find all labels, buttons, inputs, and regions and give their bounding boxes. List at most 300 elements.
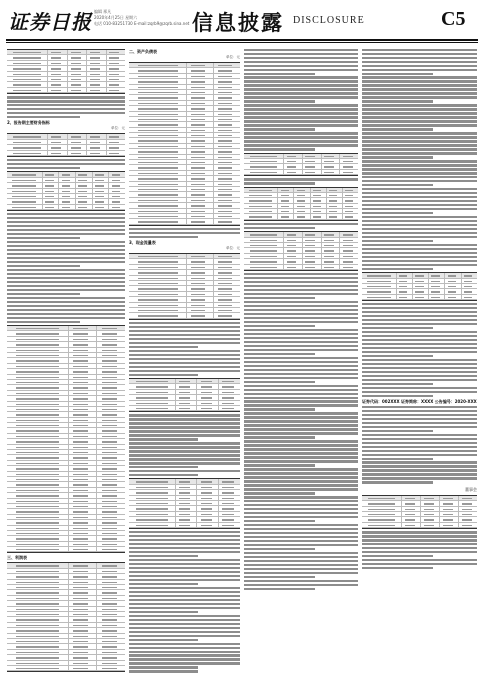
table-cell — [244, 265, 284, 269]
table-cell — [7, 493, 69, 497]
table-cell — [402, 523, 421, 527]
table-cell — [43, 178, 60, 182]
table-cell — [440, 507, 459, 511]
table-cell — [187, 286, 214, 290]
table-cell — [214, 106, 240, 110]
table-cell — [176, 401, 198, 405]
table-cell — [7, 428, 69, 432]
text-line — [362, 65, 477, 67]
text-paragraph — [129, 322, 240, 376]
table-cell — [294, 198, 310, 202]
table-cell — [278, 214, 294, 218]
column-4 — [362, 47, 477, 695]
table-cell — [294, 209, 310, 213]
table-cell — [284, 159, 303, 163]
text-line — [244, 76, 358, 78]
table-cell — [7, 364, 69, 368]
table-cell — [68, 66, 87, 70]
text-line — [129, 338, 240, 340]
table-cell — [68, 88, 87, 92]
table-cell — [362, 507, 402, 511]
table-cell — [214, 138, 240, 142]
text-line — [244, 277, 358, 279]
table-cell — [187, 128, 214, 132]
text-line — [7, 221, 125, 223]
table-cell — [7, 88, 48, 92]
data-table — [129, 62, 240, 226]
table-cell — [7, 418, 69, 422]
text-line — [362, 446, 477, 448]
table-cell — [7, 380, 69, 384]
table-cell — [48, 55, 67, 59]
table-cell — [340, 154, 358, 158]
text-line — [362, 61, 477, 63]
text-line — [362, 156, 433, 158]
text-line — [129, 322, 240, 324]
text-line — [362, 69, 477, 71]
text-line — [244, 416, 358, 418]
table-cell — [413, 279, 429, 283]
text-line — [362, 323, 477, 325]
table-cell — [327, 204, 343, 208]
table-cell — [294, 188, 310, 192]
text-paragraph — [362, 303, 477, 397]
text-line — [362, 555, 433, 557]
text-line — [244, 385, 358, 387]
table-cell — [87, 82, 106, 86]
text-line — [362, 124, 477, 126]
table-cell — [429, 279, 445, 283]
text-paragraph — [362, 49, 477, 271]
text-line — [244, 524, 358, 526]
text-line — [244, 508, 358, 510]
text-line — [362, 351, 477, 353]
table-cell — [327, 188, 343, 192]
table-cell — [7, 666, 69, 670]
table-cell — [214, 85, 240, 89]
table-cell — [462, 273, 477, 277]
table-cell — [76, 205, 93, 209]
table-cell — [7, 585, 69, 589]
text-line — [244, 400, 358, 402]
table-cell — [107, 151, 125, 155]
table-cell — [214, 79, 240, 83]
text-line — [362, 303, 477, 305]
table-cell — [7, 450, 69, 454]
table-cell — [311, 214, 327, 218]
table-cell — [97, 569, 125, 573]
table-cell — [97, 488, 125, 492]
table-cell — [48, 50, 67, 54]
text-line — [362, 76, 477, 78]
text-line — [129, 438, 198, 440]
text-line — [7, 108, 125, 110]
table-row — [7, 88, 125, 93]
table-cell — [429, 284, 445, 288]
table-cell — [322, 248, 341, 252]
text-line — [244, 432, 358, 434]
table-cell — [48, 134, 67, 138]
text-line — [244, 337, 358, 339]
text-line — [362, 196, 477, 198]
table-cell — [187, 171, 214, 175]
table-cell — [176, 379, 198, 383]
table-cell — [97, 407, 125, 411]
issue-meta — [94, 9, 189, 27]
table-cell — [129, 106, 187, 110]
table-cell — [219, 485, 240, 489]
table-cell — [413, 289, 429, 293]
table-cell — [284, 154, 303, 158]
text-line — [129, 426, 240, 428]
table-cell — [187, 160, 214, 164]
table-cell — [445, 279, 461, 283]
table-cell — [7, 348, 69, 352]
text-line — [362, 331, 477, 333]
data-table — [129, 478, 240, 529]
text-line — [362, 53, 477, 55]
text-line — [129, 666, 198, 668]
table-cell — [214, 209, 240, 213]
text-line — [129, 362, 240, 364]
table-cell — [87, 55, 106, 59]
text-line — [362, 547, 477, 549]
table-cell — [69, 326, 98, 330]
text-line — [129, 611, 198, 613]
text-line — [7, 96, 125, 98]
text-line — [129, 334, 240, 336]
table-cell — [129, 303, 187, 307]
table-cell — [244, 188, 278, 192]
table-cell — [109, 178, 125, 182]
table-cell — [7, 369, 69, 373]
section-heading: 三、利润表 — [7, 555, 27, 561]
text-paragraph — [7, 213, 125, 323]
table-cell — [129, 297, 187, 301]
table-cell — [93, 183, 110, 187]
table-cell — [129, 479, 176, 483]
table-cell — [459, 501, 477, 505]
table-cell — [129, 286, 187, 290]
table-cell — [7, 337, 69, 341]
table-cell — [214, 95, 240, 99]
table-cell — [87, 134, 106, 138]
text-line — [362, 343, 477, 345]
table-cell — [87, 77, 106, 81]
table-cell — [7, 199, 43, 203]
table-cell — [322, 238, 341, 242]
text-line — [129, 350, 240, 352]
table-cell — [219, 401, 240, 405]
table-cell — [214, 297, 240, 301]
text-line — [362, 152, 477, 154]
text-line — [362, 264, 477, 266]
text-line — [129, 366, 240, 368]
table-cell — [214, 265, 240, 269]
text-paragraph — [7, 96, 125, 118]
table-cell — [68, 72, 87, 76]
table-cell — [7, 439, 69, 443]
table-cell — [69, 504, 98, 508]
table-cell — [109, 189, 125, 193]
table-cell — [187, 90, 214, 94]
text-line — [244, 317, 358, 319]
text-line — [244, 61, 358, 63]
table-cell — [129, 90, 187, 94]
table-cell — [322, 254, 341, 258]
table-cell — [176, 390, 198, 394]
table-cell — [109, 172, 125, 176]
table-cell — [187, 79, 214, 83]
table-cell — [278, 193, 294, 197]
table-cell — [69, 580, 98, 584]
text-line — [244, 381, 315, 383]
table-cell — [7, 396, 69, 400]
text-line — [362, 426, 477, 428]
table-cell — [429, 295, 445, 299]
table-cell — [7, 542, 69, 546]
table-cell — [109, 183, 125, 187]
table-cell — [219, 490, 240, 494]
text-line — [244, 333, 358, 335]
table-cell — [214, 101, 240, 105]
table-cell — [421, 523, 440, 527]
table-cell — [187, 219, 214, 223]
text-paragraph — [244, 273, 358, 590]
table-cell — [187, 192, 214, 196]
table-cell — [219, 517, 240, 521]
text-line — [362, 438, 477, 440]
table-cell — [284, 265, 303, 269]
table-cell — [340, 238, 358, 242]
text-line — [362, 184, 433, 186]
table-cell — [129, 182, 187, 186]
table-cell — [187, 281, 214, 285]
text-line — [244, 112, 358, 114]
table-cell — [93, 205, 110, 209]
table-cell — [219, 390, 240, 394]
table-cell — [7, 655, 69, 659]
text-paragraph — [362, 406, 477, 484]
text-line — [129, 342, 240, 344]
table-cell — [7, 536, 69, 540]
table-cell — [48, 140, 67, 144]
newspaper-logo: 证券日报 — [8, 10, 92, 34]
table-cell — [129, 171, 187, 175]
table-row — [7, 205, 125, 210]
table-cell — [187, 68, 214, 72]
text-line — [7, 313, 125, 315]
table-cell — [187, 95, 214, 99]
table-cell — [219, 506, 240, 510]
table-cell — [97, 461, 125, 465]
table-cell — [129, 506, 176, 510]
table-cell — [219, 395, 240, 399]
table-cell — [97, 477, 125, 481]
table-cell — [343, 193, 358, 197]
text-line — [129, 559, 240, 561]
text-line — [362, 116, 477, 118]
table-cell — [76, 194, 93, 198]
table-cell — [129, 176, 187, 180]
table-cell — [69, 526, 98, 530]
text-line — [244, 440, 358, 442]
table-cell — [69, 531, 98, 535]
text-line — [129, 543, 240, 545]
text-line — [244, 325, 315, 327]
table-cell — [69, 601, 98, 605]
table-cell — [97, 423, 125, 427]
table-row — [244, 170, 358, 175]
text-line — [244, 536, 358, 538]
table-cell — [7, 183, 43, 187]
table-cell — [7, 477, 69, 481]
table-row — [129, 406, 240, 411]
table-cell — [340, 248, 358, 252]
text-line — [244, 104, 358, 106]
table-cell — [129, 292, 187, 296]
table-row — [244, 265, 358, 270]
table-cell — [219, 523, 240, 527]
text-line — [129, 547, 240, 549]
table-cell — [69, 423, 98, 427]
text-line — [129, 575, 240, 577]
text-line — [362, 252, 477, 254]
text-line — [362, 543, 477, 545]
data-table — [244, 187, 358, 221]
text-line — [129, 563, 240, 565]
table-cell — [187, 101, 214, 105]
text-line — [244, 84, 358, 86]
table-cell — [43, 205, 60, 209]
data-table — [362, 495, 477, 529]
table-cell — [214, 292, 240, 296]
table-cell — [397, 289, 413, 293]
table-cell — [48, 145, 67, 149]
table-cell — [129, 79, 187, 83]
table-cell — [187, 112, 214, 116]
text-line — [244, 576, 315, 578]
table-cell — [294, 193, 310, 197]
table-cell — [214, 254, 240, 258]
table-cell — [43, 189, 60, 193]
table-cell — [413, 284, 429, 288]
table-cell — [244, 232, 284, 236]
table-cell — [69, 499, 98, 503]
text-line — [362, 430, 433, 432]
text-line — [7, 273, 125, 275]
table-cell — [97, 655, 125, 659]
table-cell — [187, 165, 214, 169]
table-cell — [284, 254, 303, 258]
text-line — [7, 233, 125, 235]
table-cell — [129, 501, 176, 505]
table-cell — [7, 412, 69, 416]
text-line — [362, 180, 477, 182]
table-cell — [7, 623, 69, 627]
table-cell — [244, 248, 284, 252]
table-cell — [197, 501, 219, 505]
table-cell — [176, 395, 198, 399]
text-line — [244, 584, 358, 586]
text-line — [362, 335, 477, 337]
table-cell — [69, 375, 98, 379]
text-line — [362, 367, 477, 369]
text-line — [244, 369, 358, 371]
text-line — [362, 371, 477, 373]
table-cell — [129, 265, 187, 269]
text-line — [7, 265, 80, 267]
table-cell — [429, 289, 445, 293]
table-cell — [176, 506, 198, 510]
table-cell — [176, 479, 198, 483]
table-cell — [129, 165, 187, 169]
table-cell — [109, 199, 125, 203]
text-line — [244, 281, 358, 283]
text-line — [129, 434, 240, 436]
text-line — [362, 339, 477, 341]
table-cell — [97, 499, 125, 503]
text-line — [362, 84, 477, 86]
table-cell — [187, 63, 214, 67]
text-line — [362, 481, 433, 483]
table-cell — [327, 198, 343, 202]
table-cell — [294, 214, 310, 218]
table-row — [362, 295, 477, 300]
text-line — [244, 305, 358, 307]
table-cell — [129, 512, 176, 516]
text-paragraph — [129, 228, 240, 238]
text-line — [244, 548, 315, 550]
table-cell — [97, 450, 125, 454]
text-line — [362, 140, 477, 142]
table-cell — [244, 259, 284, 263]
data-table — [7, 171, 125, 211]
text-line — [362, 112, 477, 114]
table-cell — [107, 82, 125, 86]
data-table — [129, 378, 240, 412]
table-cell — [48, 151, 67, 155]
table-cell — [7, 66, 48, 70]
table-cell — [87, 66, 106, 70]
table-cell — [97, 509, 125, 513]
text-line — [7, 237, 80, 239]
table-cell — [7, 134, 48, 138]
table-row — [362, 523, 477, 528]
text-line — [244, 580, 358, 582]
text-line — [244, 132, 358, 134]
table-cell — [7, 151, 48, 155]
table-cell — [87, 61, 106, 65]
table-cell — [362, 289, 397, 293]
table-cell — [244, 204, 278, 208]
table-row — [129, 219, 240, 224]
text-line — [244, 516, 358, 518]
text-line — [362, 144, 477, 146]
table-cell — [303, 164, 322, 168]
table-cell — [7, 526, 69, 530]
text-line — [244, 53, 358, 55]
table-cell — [7, 607, 69, 611]
text-line — [362, 57, 477, 59]
section-heading: 证券代码：002XXX 证券简称：XXXX 公告编号：2020-XXX — [362, 399, 477, 405]
table-cell — [214, 133, 240, 137]
table-cell — [197, 506, 219, 510]
table-cell — [187, 149, 214, 153]
table-cell — [7, 172, 43, 176]
table-cell — [69, 655, 98, 659]
table-cell — [7, 661, 69, 665]
